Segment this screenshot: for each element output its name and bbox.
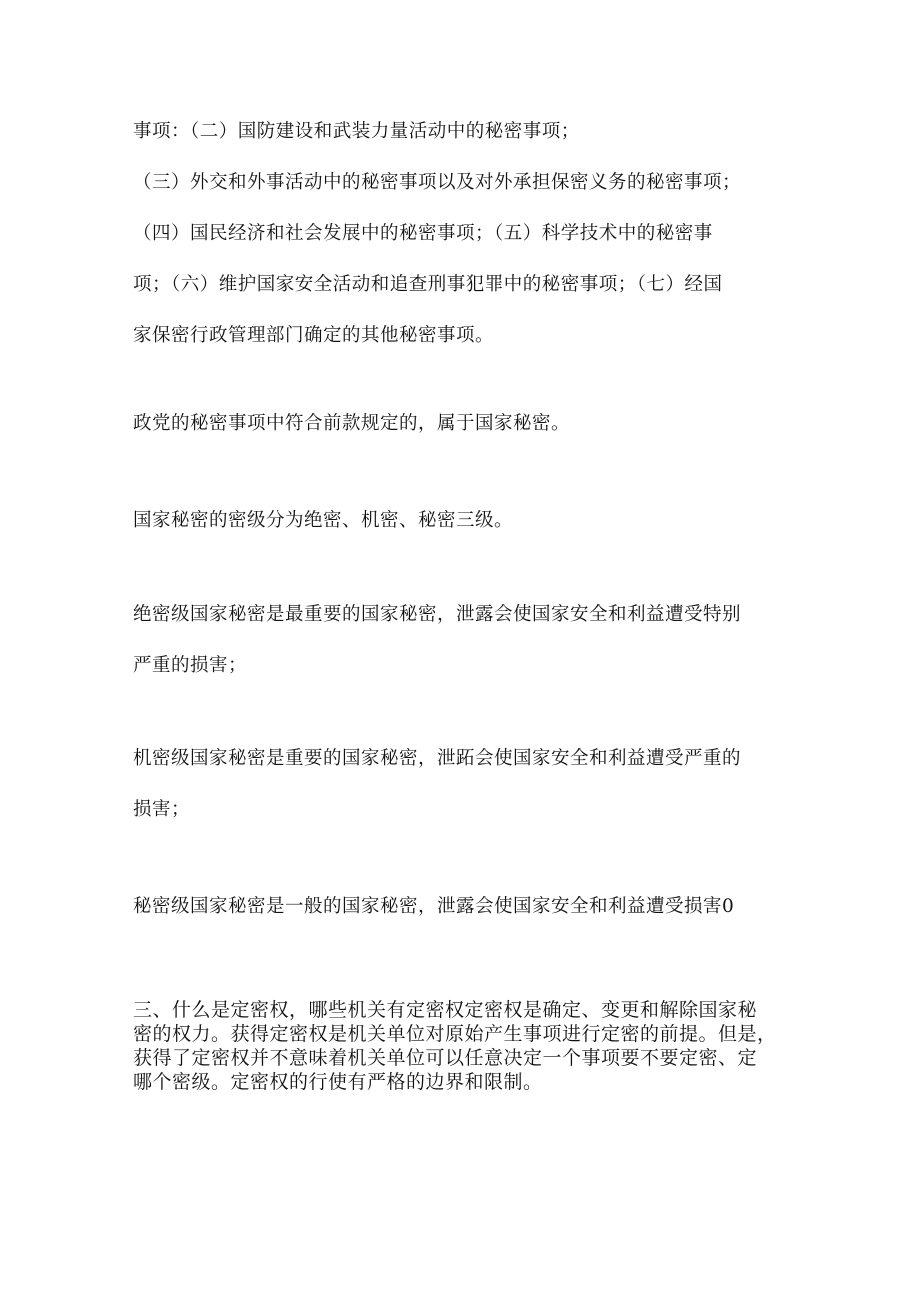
text-line: 政党的秘密事项中符合前款规定的，属于国家秘密。 bbox=[133, 413, 571, 434]
text-line: （三）外交和外事活动中的秘密事项以及对外承担保密义务的秘密事项； bbox=[133, 172, 742, 193]
text-line: 绝密级国家秘密是最重要的国家秘密，泄露会使国家安全和利益遭受特别 bbox=[133, 604, 742, 625]
text-line: 哪个密级。定密权的行使有严格的边界和限制。 bbox=[133, 1071, 543, 1093]
paragraph-classification-authority bbox=[133, 998, 793, 1094]
text-line: 项；（六）维护国家安全活动和追查刑事犯罪中的秘密事项；（七）经国 bbox=[133, 274, 723, 295]
paragraph-secret-level bbox=[133, 733, 793, 835]
text-line: 事项：（二）国防建设和武装力量活动中的秘密事项； bbox=[133, 121, 580, 142]
text-line: 密的权力。获得定密权是机关单位对原始产生事项进行定密的前提。但是， bbox=[133, 1023, 777, 1045]
paragraph-party-secrets bbox=[133, 398, 793, 449]
text-line: 获得了定密权并不意味着机关单位可以任意决定一个事项要不要定密、定 bbox=[133, 1047, 758, 1069]
text-line: 损害； bbox=[133, 799, 191, 820]
paragraph-classification-levels bbox=[133, 495, 793, 546]
text-line: 严重的损害； bbox=[133, 655, 248, 676]
paragraph-confidential-level bbox=[133, 881, 793, 932]
text-line: 三、什么是定密权，哪些机关有定密权定密权是确定、变更和解除国家秘 bbox=[133, 999, 758, 1021]
text-line: 机密级国家秘密是重要的国家秘密，泄跖会使国家安全和利益遭受严重的 bbox=[133, 748, 742, 769]
paragraph-top-secret bbox=[133, 589, 793, 691]
text-line: 国家秘密的密级分为绝密、机密、秘密三级。 bbox=[133, 510, 514, 531]
text-line: 家保密行政管理部门确定的其他秘密事项。 bbox=[133, 325, 495, 346]
paragraph-secret-items-list bbox=[133, 106, 793, 361]
text-line: （四）国民经济和社会发展中的秘密事项；（五）科学技术中的秘密事 bbox=[133, 223, 713, 244]
text-line: 秘密级国家秘密是一般的国家秘密，泄露会使国家安全和利益遭受损害0 bbox=[133, 896, 735, 917]
